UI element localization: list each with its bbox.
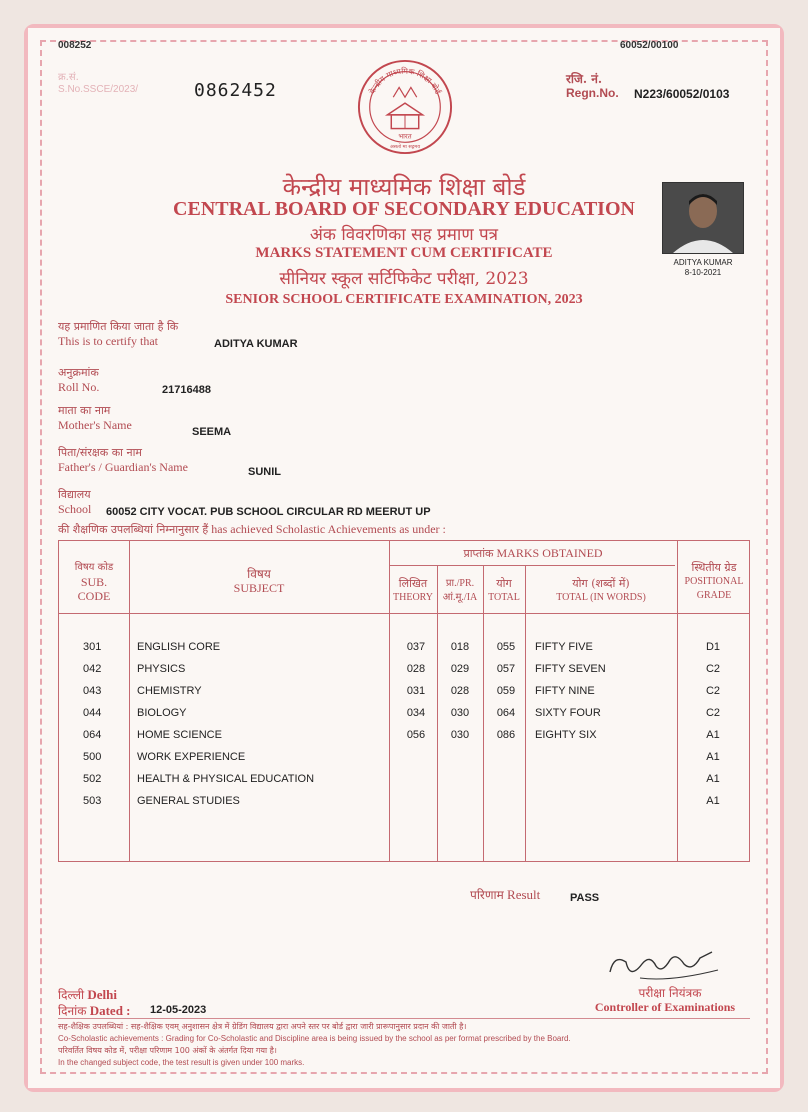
header-sub-code-en2: CODE	[77, 589, 111, 603]
place-label	[58, 986, 117, 1003]
footnote-1-en: Co-Scholastic achievements : Grading for Co-Scholastic and Discipline area is being issued by the school as per format prescribed by the Board.	[58, 1034, 571, 1043]
controller-title-en: Controller of Examinations	[594, 1000, 736, 1014]
roll-label-en: Roll No.	[58, 380, 100, 394]
result-label-hi: परिणाम	[470, 888, 504, 902]
header-subject-en: SUBJECT	[233, 581, 285, 595]
header-total	[483, 577, 525, 605]
row-code: 044	[83, 707, 102, 719]
row-subject: WORK EXPERIENCE	[137, 751, 246, 763]
header-practical-ia: आं.मू./IA	[442, 592, 478, 603]
mother-label	[58, 404, 132, 432]
row-total: 086	[496, 729, 516, 741]
header-marks-obtained-hi: प्राप्तांक	[463, 547, 494, 560]
result-label	[470, 886, 540, 903]
row-grade: A1	[706, 795, 720, 807]
logo-motto: असतो मा सद्गमय	[389, 144, 421, 151]
exam-title-en: SENIOR SCHOOL CERTIFICATE EXAMINATION, 2023	[225, 292, 583, 307]
row-theory: 037	[406, 641, 426, 653]
row-code: 042	[83, 663, 102, 675]
mother-name: SEEMA	[192, 426, 232, 438]
sno-label-en: S.No.SSCE/2023/	[58, 84, 139, 95]
footnote-2-en: In the changed subject code, the test result is given under 100 marks.	[58, 1058, 305, 1067]
school-label	[58, 488, 91, 516]
header-grade-hi: स्थितीय ग्रेड	[691, 561, 737, 574]
statement-title-hi: अंक विवरणिका सह प्रमाण पत्र	[309, 225, 499, 245]
row-subject: GENERAL STUDIES	[137, 795, 240, 807]
statement-title-en: MARKS STATEMENT CUM CERTIFICATE	[255, 245, 553, 261]
header-marks-obtained-en: MARKS OBTAINED	[496, 546, 603, 560]
header-marks-obtained	[389, 546, 677, 561]
header-theory-en: THEORY	[393, 592, 433, 603]
result-value: PASS	[570, 892, 600, 904]
header-theory-hi: लिखित	[398, 577, 428, 590]
row-grade: A1	[706, 773, 720, 785]
row-words: FIFTY FIVE	[535, 641, 593, 653]
roll-number: 21716488	[162, 384, 211, 396]
header-grade-en2: GRADE	[696, 590, 732, 601]
row-total: 064	[496, 707, 516, 719]
row-subject: CHEMISTRY	[137, 685, 202, 697]
row-words: FIFTY SEVEN	[535, 663, 606, 675]
row-grade: D1	[705, 641, 721, 653]
row-practical: 029	[450, 663, 470, 675]
place-label-hi: दिल्ली	[58, 988, 85, 1002]
row-grade: C2	[705, 685, 721, 697]
header-grade-en1: POSITIONAL	[684, 576, 744, 587]
row-theory: 031	[406, 685, 426, 697]
header-total-words-hi: योग (शब्दों में)	[572, 577, 630, 590]
issue-date: 12-05-2023	[150, 1004, 207, 1016]
sno-label	[58, 72, 138, 96]
header-theory	[389, 577, 437, 605]
table-row	[59, 773, 751, 795]
row-theory: 034	[406, 707, 426, 719]
school-label-hi: विद्यालय	[58, 488, 91, 501]
row-subject: HOME SCIENCE	[137, 729, 222, 741]
footnote-2-hi: परिवर्तित विषय कोड में, परीक्षा परिणाम 100 अंकों के अंतर्गत दिया गया है।	[58, 1046, 277, 1055]
row-total: 055	[496, 641, 516, 653]
header-total-hi: योग	[496, 577, 512, 590]
table-row	[59, 707, 751, 729]
row-words: FIFTY NINE	[535, 685, 595, 697]
mother-label-hi: माता का नाम	[58, 404, 111, 417]
photo-caption-date: 8-10-2021	[684, 268, 722, 277]
header-grade	[677, 561, 751, 603]
photo-caption-name: ADITYA KUMAR	[673, 258, 733, 267]
regn-label-hi: रजि. नं.	[566, 72, 603, 86]
father-name: SUNIL	[248, 466, 281, 478]
board-title-hi: केन्द्रीय माध्यमिक शिक्षा बोर्ड	[282, 173, 526, 201]
header-sub-code-hi: विषय कोड	[74, 562, 114, 573]
header-sub-code-en1: SUB.	[80, 575, 108, 589]
board-title-en: CENTRAL BOARD OF SECONDARY EDUCATION	[173, 198, 635, 220]
row-code: 500	[83, 751, 102, 763]
row-subject: PHYSICS	[137, 663, 186, 675]
dated-label-hi: दिनांक	[58, 1004, 87, 1018]
row-code: 301	[83, 641, 102, 653]
certify-label-hi: यह प्रमाणित किया जाता है कि	[58, 320, 179, 333]
serial-number-left: 008252	[58, 40, 92, 51]
table-row	[59, 751, 751, 773]
row-total: 057	[496, 663, 516, 675]
father-label-hi: पिता/संरक्षक का नाम	[58, 446, 143, 459]
row-practical: 030	[450, 707, 470, 719]
roll-label	[58, 366, 99, 394]
marks-table	[58, 540, 750, 862]
row-code: 503	[83, 795, 102, 807]
row-practical: 018	[450, 641, 470, 653]
row-grade: C2	[705, 707, 721, 719]
row-words: EIGHTY SIX	[535, 729, 597, 741]
dated-label	[58, 1002, 131, 1019]
row-theory: 056	[406, 729, 426, 741]
achievements-label-hi: की शैक्षणिक उपलब्धियां निम्नानुसार हैं	[58, 523, 209, 536]
header-total-words	[525, 577, 677, 605]
school-label-en: School	[58, 502, 92, 516]
header-subject	[129, 567, 389, 595]
achievements-label	[58, 522, 446, 537]
father-label	[58, 446, 188, 474]
header-subject-hi: विषय	[247, 567, 271, 581]
logo-top-text: केन्द्रीय माध्यमिक शिक्षा बोर्ड	[367, 66, 443, 96]
table-row	[59, 685, 751, 707]
footer-divider	[58, 1018, 750, 1019]
regn-label-en: Regn.No.	[566, 86, 619, 100]
header-sub-code	[59, 561, 129, 603]
mother-label-en: Mother's Name	[58, 418, 132, 432]
sno-label-hi: क्र.सं.	[58, 72, 79, 83]
certify-label-en: This is to certify that	[58, 334, 158, 348]
table-row	[59, 663, 751, 685]
certificate-number: 0862452	[194, 80, 277, 101]
row-grade: A1	[706, 729, 720, 741]
table-row	[59, 795, 751, 817]
header-practical	[437, 577, 483, 605]
row-subject: ENGLISH CORE	[137, 641, 221, 653]
row-grade: A1	[706, 751, 720, 763]
footnote-1-hi: सह-शैक्षिक उपलब्धियां : सह-शैक्षिक एवम् अनुशासन क्षेत्र में ग्रेडिंग विद्यालय द्वारा अपने स्तर पर बोर्ड द्वारा जारी प्रारूपानुसार प्रदान की जाती है।	[58, 1022, 467, 1031]
exam-title-hi: सीनियर स्कूल सर्टिफिकेट परीक्षा, 2023	[279, 269, 529, 289]
header-total-en: TOTAL	[488, 592, 520, 603]
row-code: 064	[83, 729, 102, 741]
roll-label-hi: अनुक्रमांक	[58, 366, 99, 379]
registration-number: N223/60052/0103	[634, 87, 730, 101]
row-practical: 028	[450, 685, 470, 697]
table-row	[59, 641, 751, 663]
achievements-label-en: has achieved Scholastic Achievements as under :	[211, 522, 446, 536]
table-row	[59, 729, 751, 751]
row-subject: HEALTH & PHYSICAL EDUCATION	[137, 773, 315, 785]
certify-label	[58, 320, 178, 348]
header-total-words-en: TOTAL (IN WORDS)	[556, 592, 646, 603]
row-words: SIXTY FOUR	[535, 707, 601, 719]
cbse-logo	[356, 58, 454, 156]
row-code: 043	[83, 685, 102, 697]
dated-label-en: Dated :	[89, 1003, 131, 1018]
row-practical: 030	[450, 729, 470, 741]
row-theory: 028	[406, 663, 426, 675]
result-label-en: Result	[507, 887, 541, 902]
serial-number-right: 60052/00100	[620, 40, 679, 51]
row-code: 502	[83, 773, 102, 785]
controller-title-hi: परीक्षा नियंत्रक	[638, 986, 702, 1000]
place-label-en: Delhi	[87, 987, 118, 1002]
candidate-name: ADITYA KUMAR	[214, 338, 298, 350]
father-label-en: Father's / Guardian's Name	[58, 460, 188, 474]
row-grade: C2	[705, 663, 721, 675]
header-practical-pr: प्रा./PR.	[445, 578, 475, 589]
school-name: 60052 CITY VOCAT. PUB SCHOOL CIRCULAR RD MEERUT UP	[106, 506, 431, 518]
row-subject: BIOLOGY	[137, 707, 187, 719]
row-total: 059	[496, 685, 516, 697]
logo-bottom-text: भारत	[398, 132, 412, 141]
controller-signature	[600, 940, 730, 990]
